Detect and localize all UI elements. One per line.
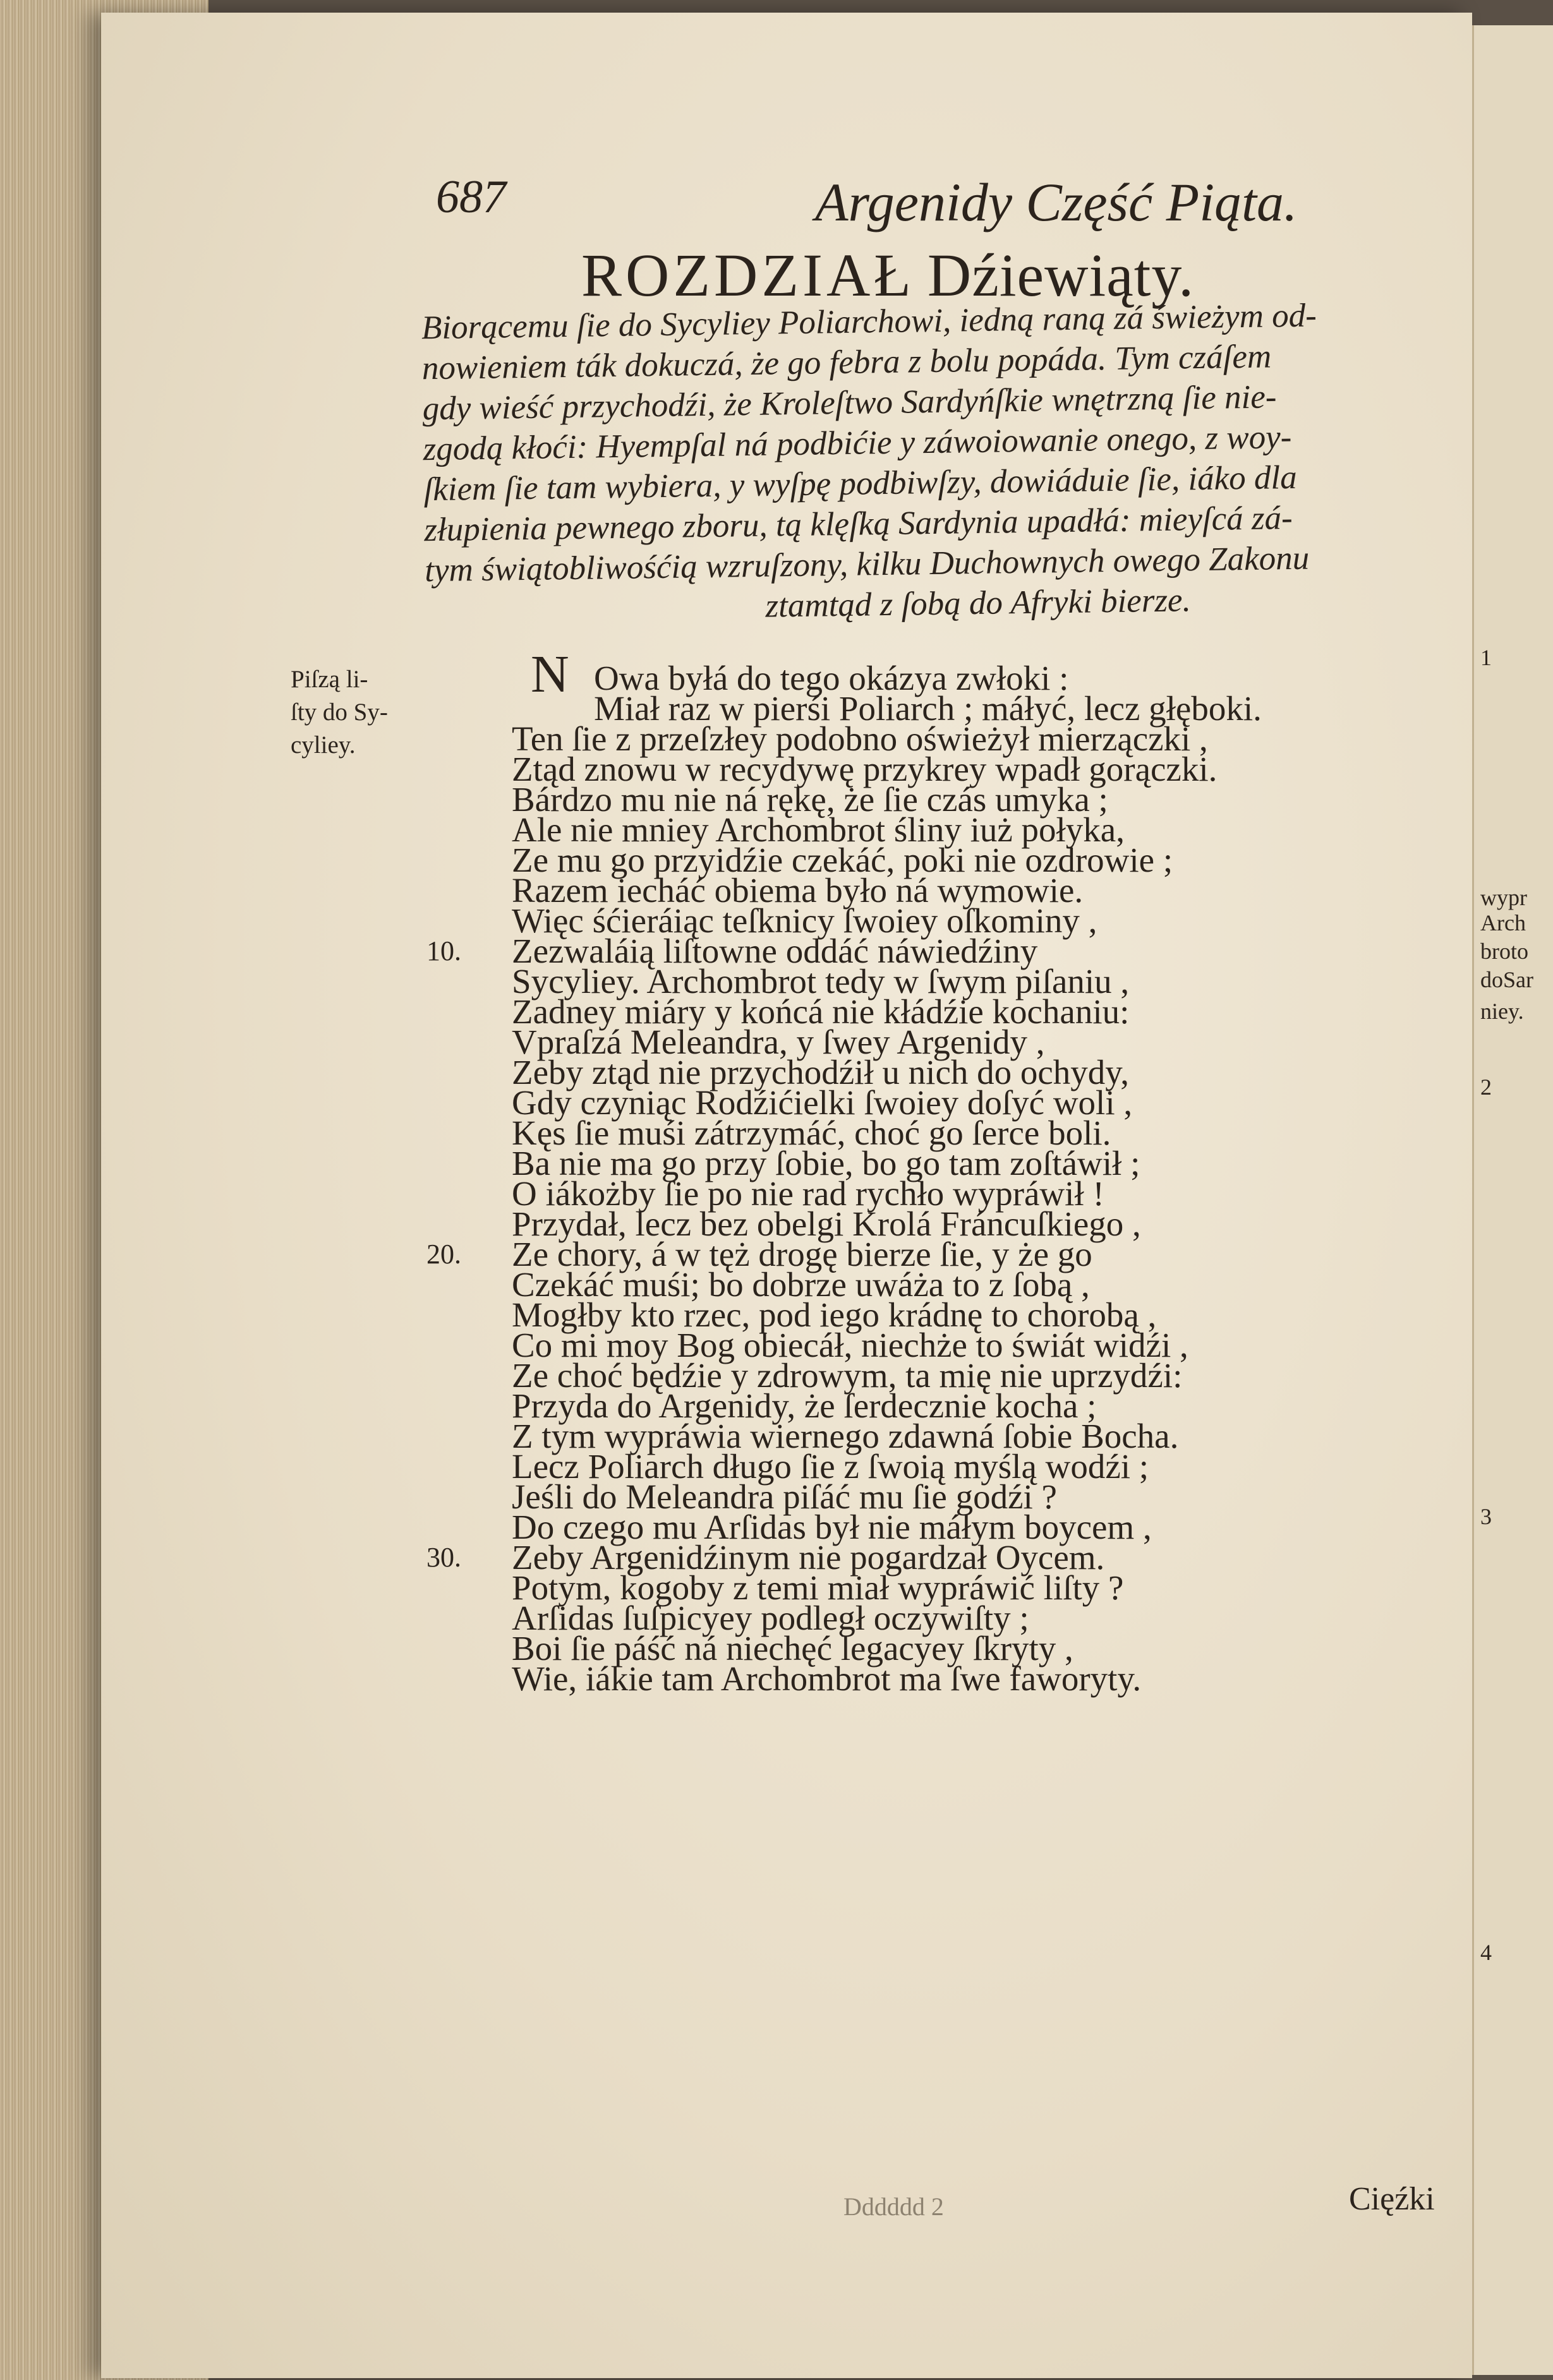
verse-text: Vpraſzá Meleandra, y ſwey Argenidy , <box>512 1023 1045 1061</box>
verse-text: Ten ſie z przeſzłey podobno oświeżył mierząc‌zki , <box>512 719 1208 758</box>
next-page-fragment: 3 <box>1480 1504 1492 1529</box>
line-number: 30. <box>426 1542 461 1573</box>
catchword: Cięźki <box>1349 2181 1435 2217</box>
verse-text: Miał raz w pierśi Poliarch ; máłyć, lecz głęboki. <box>594 689 1262 728</box>
verse-text: Z tym wypráwia wiernego zdawná ſobie Bocha. <box>512 1417 1179 1455</box>
verse-block <box>426 645 1262 1698</box>
verse-text: Boi ſie páść ná niechęć legacyey ſkryty , <box>512 1629 1073 1668</box>
verse-text: Sycyliey. Archombrot tedy w ſwym piſaniu , <box>512 962 1130 1001</box>
line-number: 10. <box>426 935 461 966</box>
verse-text: Potym, kogoby z temi miał wypráwić liſty ? <box>512 1568 1124 1607</box>
verse-text: Mogłby kto rzec, pod iego krádnę to chorobą , <box>512 1295 1157 1334</box>
verse-text: Przyda do Argenidy, że ſerdecznie kocha ; <box>512 1386 1097 1425</box>
verse-text: Zeby ztąd nie przychodźił u nich do ochydy, <box>512 1053 1129 1091</box>
verse-text: Ze mu go przyidźie czekáć, poki nie ozdrowie ; <box>512 841 1173 879</box>
chapter-argument <box>421 292 1532 631</box>
next-page-fragment: broto <box>1480 939 1528 964</box>
verse-text: Zadney miáry y końcá nie kłádźie kochaniu: <box>512 992 1130 1031</box>
verse-text: Zeby Argenidźinym nie pogardzał Oycem. <box>512 1538 1105 1577</box>
next-page-edge <box>1472 25 1553 2375</box>
next-page-fragment: 2 <box>1480 1074 1492 1100</box>
argument-line: gdy wieść przychodźi, że Kroleſtwo Sardyńſkie wnętrzną ſie nie- <box>422 378 1277 428</box>
side-note-line: Piſzą li- <box>291 666 368 693</box>
side-note-line: ſty do Sy- <box>291 699 388 726</box>
verse-text: Kęs ſie muśi zátrzymáć, choć go ſerce boli. <box>512 1114 1111 1152</box>
verse-text: Ztąd znowu w recydywę przykrey wpadł gorączki. <box>512 750 1218 788</box>
argument-line: ztamtąd z ſobą do Afryki bierze. <box>765 582 1192 625</box>
verse-text: Co mi moy Bog obiecáł, niechże to świát widźi , <box>512 1326 1188 1364</box>
line-number: 20. <box>426 1239 461 1270</box>
chapter-number: Dźiewiąty. <box>927 241 1195 309</box>
side-note <box>291 663 388 762</box>
verse-text: Owa byłá do tego okázya zwłoki : <box>594 659 1069 697</box>
verse-text: Czekáć muśi; bo dobrze uwáża to z ſobą , <box>512 1265 1090 1304</box>
verse-text: Arſidas ſuſpicyey podległ oczywiſty ; <box>512 1599 1029 1637</box>
book-page <box>101 13 1472 2378</box>
next-page-fragment: Arch <box>1480 910 1526 935</box>
verse-text: Przydał, lecz bez obelgi Krolá Fráncuſkiego , <box>512 1205 1141 1243</box>
verse-text: Zezwaláią liſtowne oddáć náwiedźiny <box>512 932 1038 970</box>
running-head: Argenidy Część Piąta. <box>815 172 1298 232</box>
verse-text: Do czego mu Arſidas był nie máłym boycem , <box>512 1508 1152 1546</box>
argument-line: nowieniem ták dokuczá, że go febra z bolu popáda. Tym czáſem <box>421 338 1272 387</box>
chapter-title: ROZDZIAŁ <box>581 241 915 309</box>
argument-line: Biorącemu ſie do Sycyliey Poliarchowi, iedną raną zá świeżym od- <box>421 297 1317 347</box>
verse-text: Wie, iákie tam Archombrot ma ſwe faworyty. <box>512 1659 1142 1698</box>
side-note-line: cyliey. <box>291 731 356 759</box>
page-header <box>101 171 1472 240</box>
argument-line: zgodą kłoći: Hyempſal ná podbićie y záwoiowanie onego, z woy- <box>423 419 1292 468</box>
signature-mark: Dddddd 2 <box>843 2192 944 2221</box>
verse-text: Razem iecháć obiema było ná wymowie. <box>512 871 1084 910</box>
next-page-fragment: doSar <box>1480 967 1533 992</box>
verse-text: Bárdzo mu nie ná rękę, że ſie czás umyka ; <box>512 780 1108 819</box>
next-page-fragment: niey. <box>1480 999 1524 1024</box>
verse-line <box>512 1659 1262 1698</box>
next-page-fragment: 1 <box>1480 645 1492 670</box>
verse-text: Gdy czyniąc Rodźićielki ſwoiey doſyć woli , <box>512 1083 1133 1122</box>
argument-line: złupienia pewnego zboru, tą klęſką Sardynia upadłá: mieyſcá zá- <box>424 500 1293 549</box>
verse-text: Ba nie ma go przy ſobie, bo go tam zoſtáwił ; <box>512 1144 1140 1182</box>
argument-line: ſkiem ſie tam wybiera, y wyſpę podbiwſzy, dowiáduie ſie, iáko dla <box>423 459 1298 508</box>
verse-text: Ze choć będźie y zdrowym, ta mię nie uprzydźi: <box>512 1356 1183 1395</box>
verse-text: Ze chory, á w tęż drogę bierze ſie, y że go <box>512 1235 1092 1273</box>
verse-text: Więc śćieráiąc teſknicy ſwoiey oſkominy , <box>512 901 1097 940</box>
page-number: 687 <box>436 171 506 223</box>
verse-text: Lecz Poliarch długo ſie z ſwoią myślą wodźi ; <box>512 1447 1149 1486</box>
next-page-fragment: wypr <box>1480 885 1527 910</box>
verse-text: O iákożby ſie po nie rad rychło wypráwił ! <box>512 1174 1104 1213</box>
argument-line: tym świątobliwośćią wzruſzony, kilku Duchownych owego Zakonu <box>424 539 1310 589</box>
verse-text: Ale nie mniey Archombrot śliny iuż połyka, <box>512 810 1125 849</box>
drop-cap: N <box>531 645 569 704</box>
verse-text: Jeśli do Meleandra piſáć mu ſie godźi ? <box>512 1477 1057 1516</box>
next-page-fragment: 4 <box>1480 1940 1492 1965</box>
